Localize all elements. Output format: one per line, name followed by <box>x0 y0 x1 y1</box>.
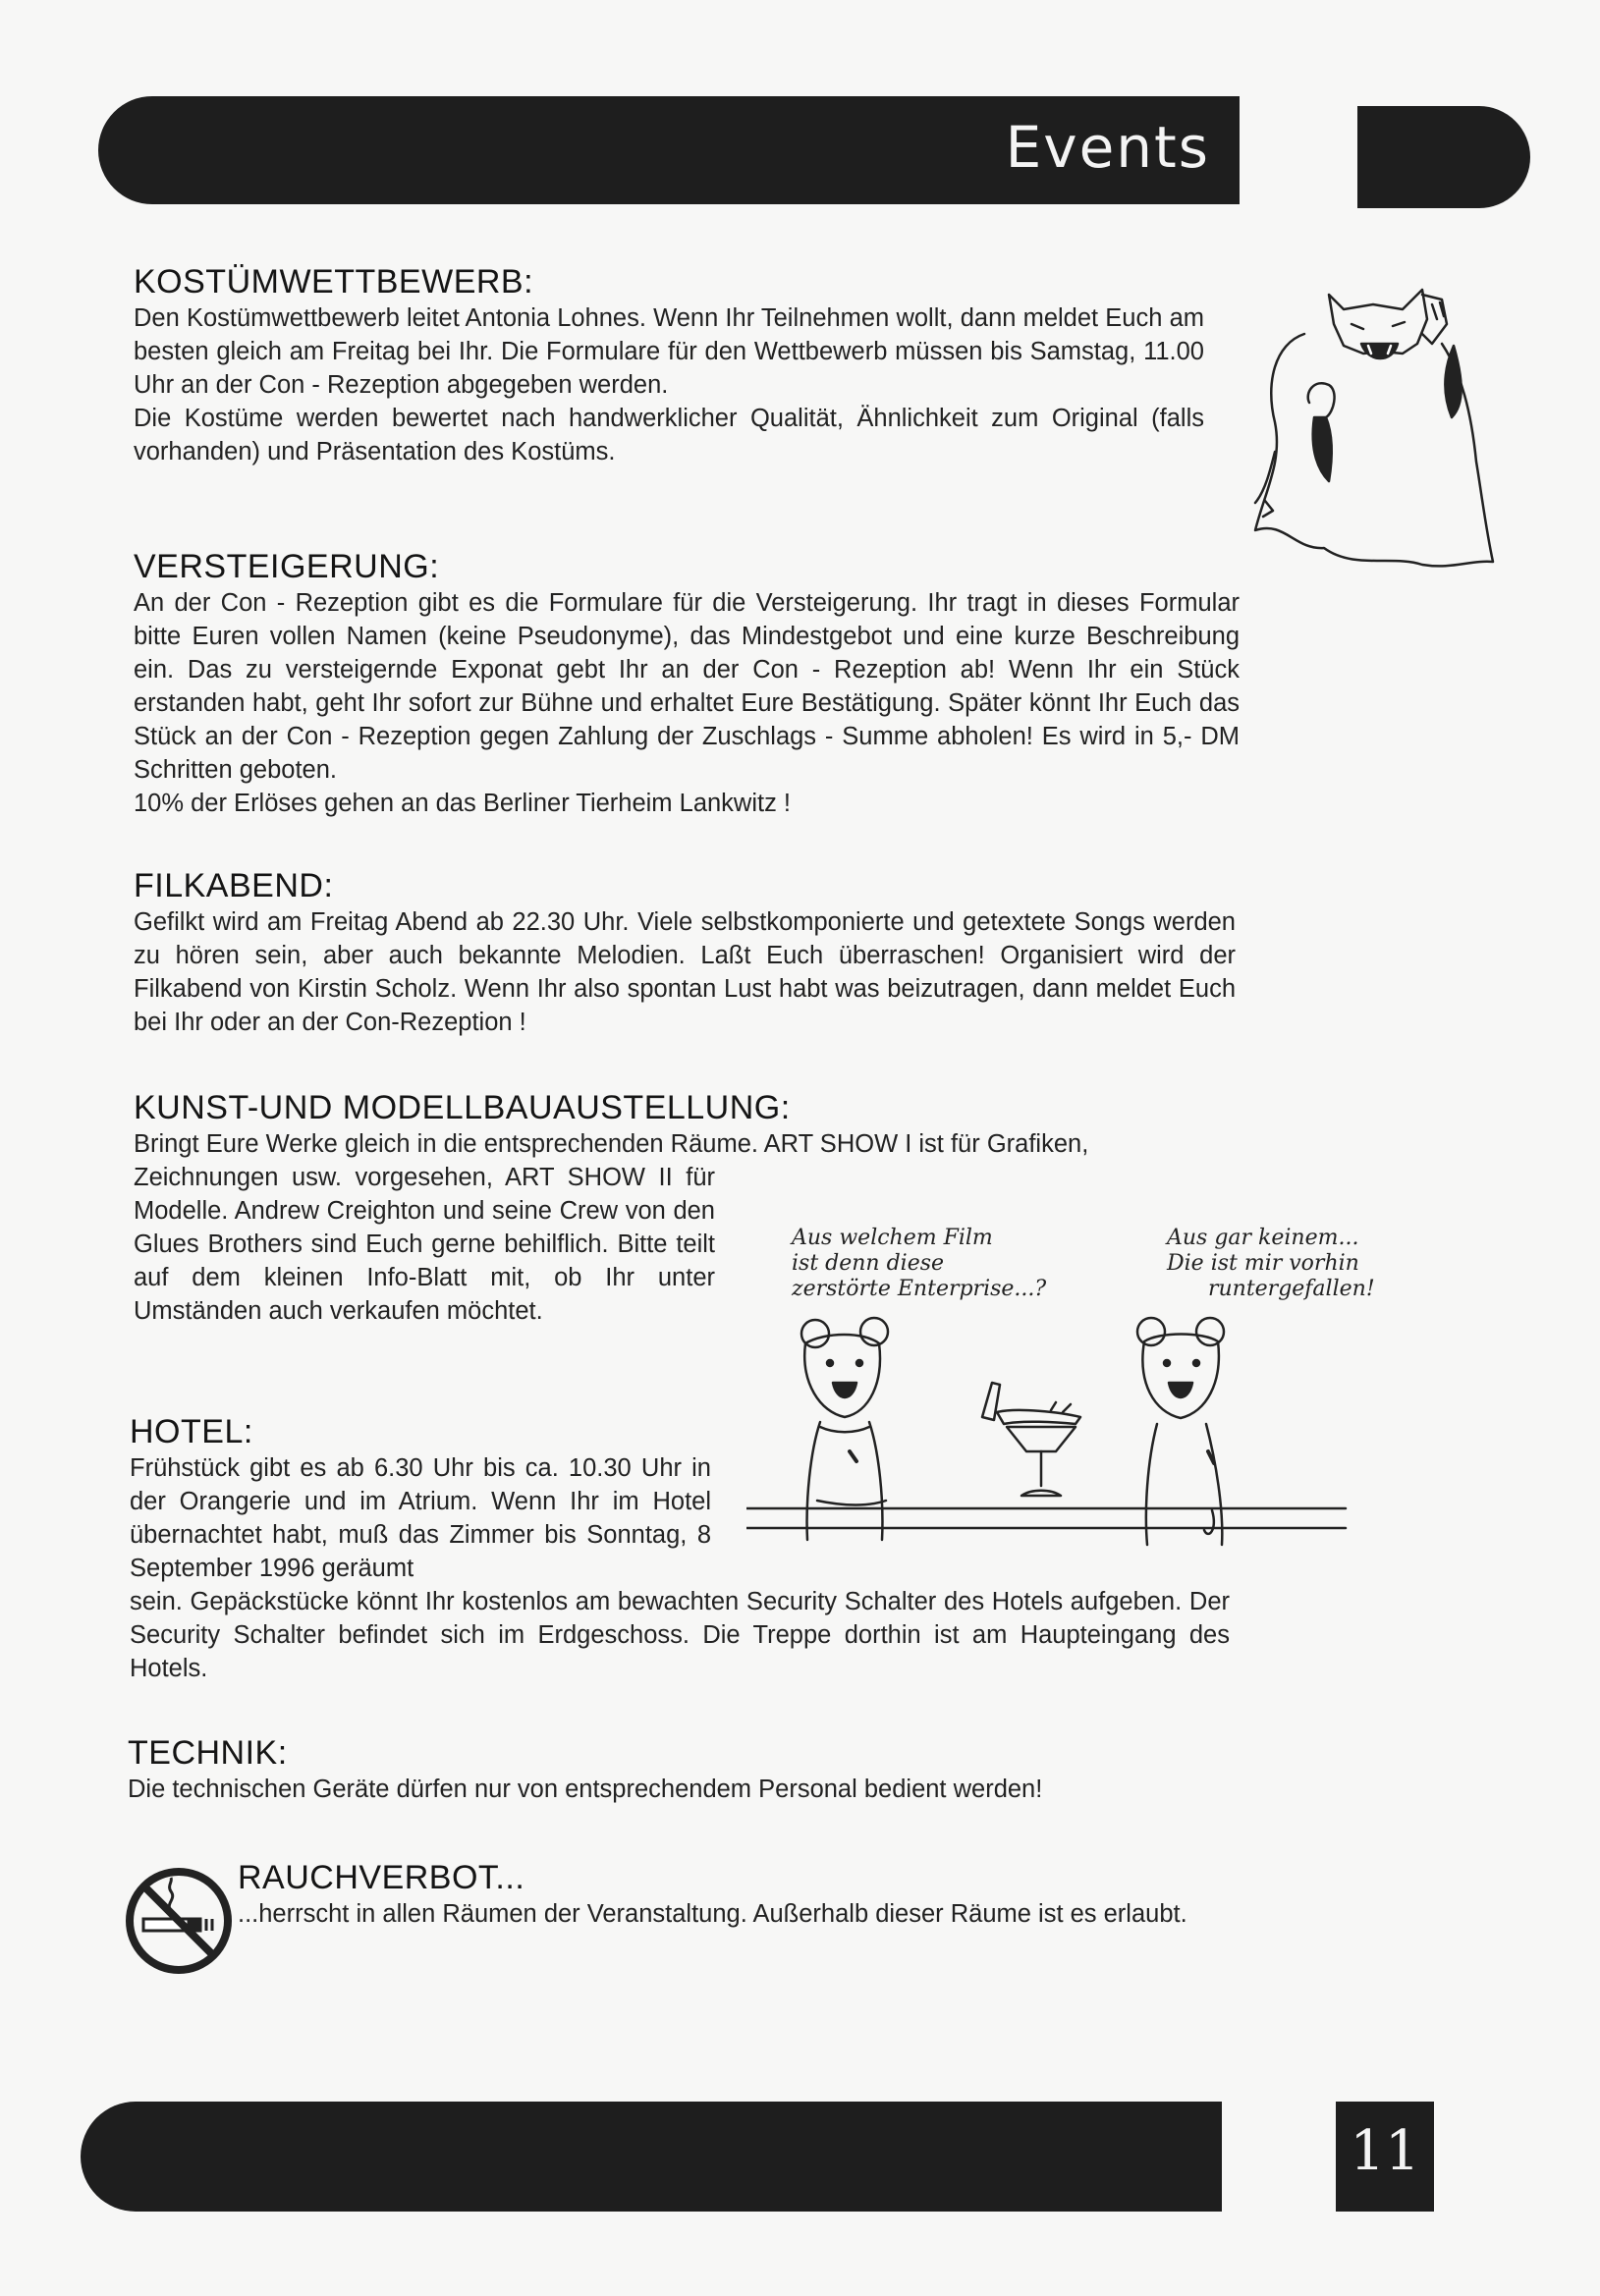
section-technik <box>128 1733 1228 1806</box>
section-paragraph: An der Con - Rezeption gibt es die Formulare für die Versteigerung. Ihr tragt in dieses Formular bitte Euren vollen Namen (keine Pseudonyme), das Mindestgebot und eine kurze Beschreibung ein. Das zu versteigernde Exponat gebt Ihr an der Con - Rezeption ab! Wenn Ihr ein Stück erstanden habt, geht Ihr sofort zur Bühne und erhaltet Eure Bestätigung. Später könnt Ihr Euch das Stück an der Con - Rezeption gegen Zahlung der Zuschlags - Summe abholen! Es wird in 5,- DM Schritten geboten. <box>134 589 1240 784</box>
ghost-illustration <box>1236 275 1501 579</box>
page-title: Events <box>1005 114 1210 181</box>
section-hotel <box>130 1412 1230 1685</box>
section-rauchverbot <box>238 1858 1230 1931</box>
section-heading: FILKABEND: <box>134 867 334 904</box>
section-versteigerung <box>134 547 1240 820</box>
page-number: 11 <box>1350 2119 1420 2183</box>
speech-bubble-left: Aus welchem Film ist denn diese zerstörte Enterprise...? <box>792 1226 1047 1301</box>
section-paragraph: Die technischen Geräte dürfen nur von entsprechendem Personal bedient werden! <box>128 1776 1043 1803</box>
footer-bar <box>81 2102 1222 2212</box>
section-heading: TECHNIK: <box>128 1734 288 1772</box>
section-paragraph: Gefilkt wird am Freitag Abend ab 22.30 Uhr. Viele selbstkomponierte und getextete Songs werden zu hören sein, aber auch bekannte Melodien. Laßt Euch überraschen! Organisiert wird der Filkabend von Kirstin Scholz. Wenn Ihr also spontan Lust habt was beizutragen, dann meldet Euch bei Ihr oder an der Con-Rezeption ! <box>134 908 1236 1036</box>
section-heading: RAUCHVERBOT... <box>238 1859 525 1896</box>
section-paragraph: ...herrscht in allen Räumen der Veranstaltung. Außerhalb dieser Räume ist es erlaubt. <box>238 1900 1187 1928</box>
no-smoking-icon <box>124 1866 234 1976</box>
section-paragraph: Den Kostümwettbewerb leitet Antonia Lohnes. Wenn Ihr Teilnehmen wollt, dann meldet Euch am besten gleich am Freitag bei Ihr. Die Formulare für den Wettbewerb müssen bis Samstag, 11.00 Uhr an der Con - Rezeption abgegeben werden. <box>134 304 1204 399</box>
section-heading: KOSTÜMWETTBEWERB: <box>134 263 534 301</box>
section-heading: KUNST-UND MODELLBAUAUSTELLUNG: <box>134 1089 791 1126</box>
speech-bubble-right: Aus gar keinem... Die ist mir vorhin runtergefallen! <box>1167 1226 1375 1301</box>
section-paragraph: Frühstück gibt es ab 6.30 Uhr bis ca. 10.30 Uhr in der Orangerie und im Atrium. Wenn Ihr im Hotel übernachtet habt, muß das Zimmer bis Sonntag, 8 September 1996 geräumt <box>130 1454 711 1582</box>
section-kostuemwettbewerb <box>134 262 1204 468</box>
section-paragraph: sein. Gepäckstücke könnt Ihr kostenlos am bewachten Security Schalter des Hotels aufgeben. Der Security Schalter befindet sich im Erdgeschoss. Die Treppe dorthin ist am Haupteingang des Hotels. <box>130 1588 1230 1682</box>
header-tab <box>1357 106 1530 208</box>
section-heading: HOTEL: <box>130 1413 253 1450</box>
section-heading: VERSTEIGERUNG: <box>134 548 440 585</box>
footer-tab <box>1336 2102 1434 2212</box>
section-paragraph: Zeichnungen usw. vorgesehen, ART SHOW II für Modelle. Andrew Creighton und seine Crew von den Glues Brothers sind Euch gerne behilflich. Bitte teilt auf dem kleinen Info-Blatt mit, ob Ihr unter Umständen auch verkaufen möchtet. <box>134 1164 715 1325</box>
header-bar <box>98 96 1240 204</box>
section-paragraph: Bringt Eure Werke gleich in die entsprechenden Räume. ART SHOW I ist für Grafiken, <box>134 1130 1089 1158</box>
section-paragraph: Die Kostüme werden bewertet nach handwerklicher Qualität, Ähnlichkeit zum Original (falls vorhanden) und Präsentation des Kostüms. <box>134 405 1204 465</box>
section-filkabend <box>134 866 1236 1039</box>
section-paragraph: 10% der Erlöses gehen an das Berliner Tierheim Lankwitz ! <box>134 790 792 817</box>
